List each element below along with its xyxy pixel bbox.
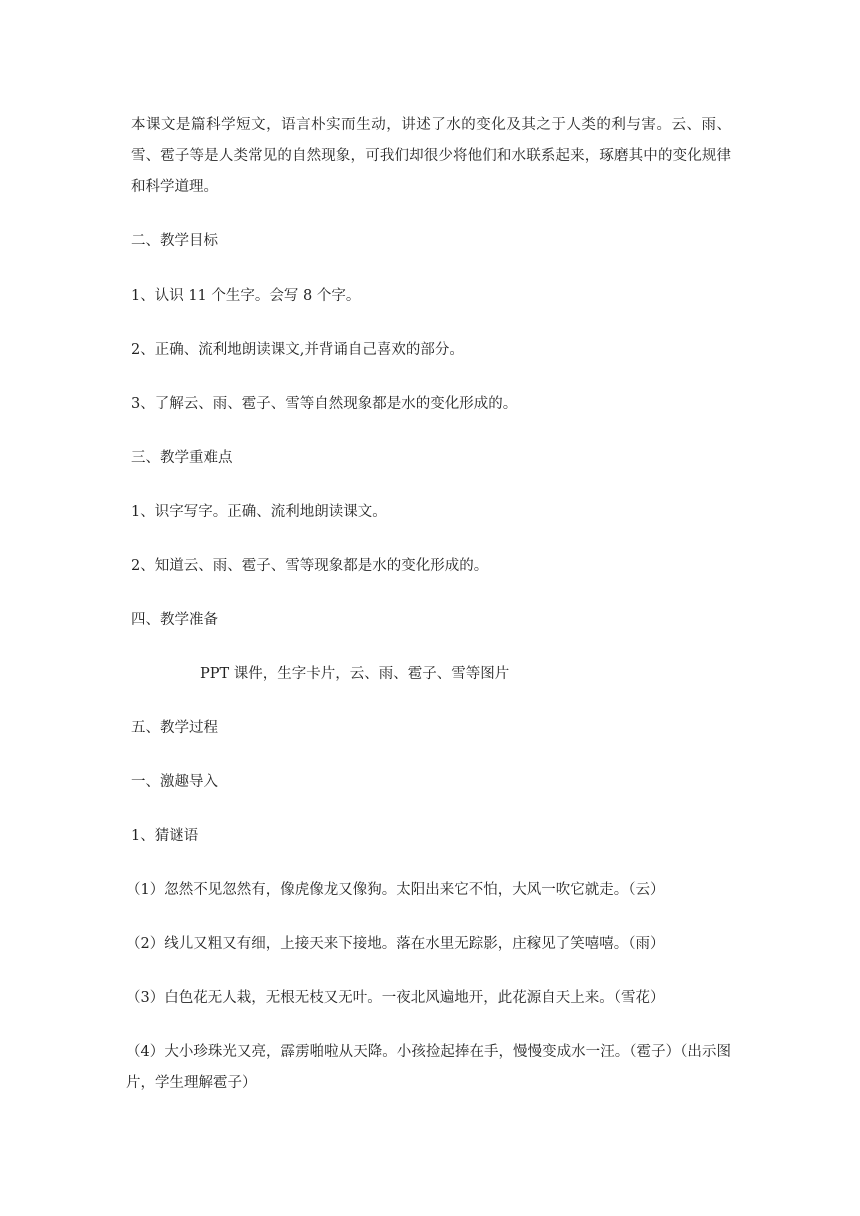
section3-heading: 三、教学重难点 [131,450,233,466]
riddle-4: （4）大小珍珠光又亮，霹雳啪啦从天降。小孩捡起捧在手，慢慢变成水一汪。（雹子）（出示图片，学生理解雹子） [126,1044,731,1091]
preparation-content: PPT 课件，生字卡片，云、雨、雹子、雪等图片 [200,666,510,682]
riddle-2: （2）线儿又粗又有细，上接天来下接地。落在水里无踪影，庄稼见了笑嘻嘻。（雨） [126,936,665,952]
section2-heading: 二、教学目标 [131,233,218,249]
goal-item-1: 1、认识 11 个生字。会写 8 个字。 [131,288,361,304]
intro-paragraph: 本课文是篇科学短文，语言朴实而生动，讲述了水的变化及其之于人类的利与害。云、雨、雪、雹子等是人类常见的自然现象，可我们却很少将他们和水联系起来，琢磨其中的变化规律和科学道理。 [131,117,731,195]
goal-item-3: 3、了解云、雨、雹子、雪等自然现象都是水的变化形成的。 [131,396,518,412]
riddle-activity-heading: 1、猜谜语 [131,828,199,844]
goal-item-2: 2、正确、流利地朗读课文,并背诵自己喜欢的部分。 [131,342,464,358]
section4-heading: 四、教学准备 [131,612,218,628]
key-point-item-2: 2、知道云、雨、雹子、雪等现象都是水的变化形成的。 [131,558,489,574]
key-point-item-1: 1、识字写字。正确、流利地朗读课文。 [131,504,387,520]
riddle-1: （1）忽然不见忽然有，像虎像龙又像狗。太阳出来它不怕，大风一吹它就走。（云） [126,882,665,898]
riddle-3: （3）白色花无人栽，无根无枝又无叶。一夜北风遍地开，此花源自天上来。（雪花） [126,990,665,1006]
section5-heading: 五、教学过程 [131,720,218,736]
intro-activity-heading: 一、激趣导入 [131,774,218,790]
